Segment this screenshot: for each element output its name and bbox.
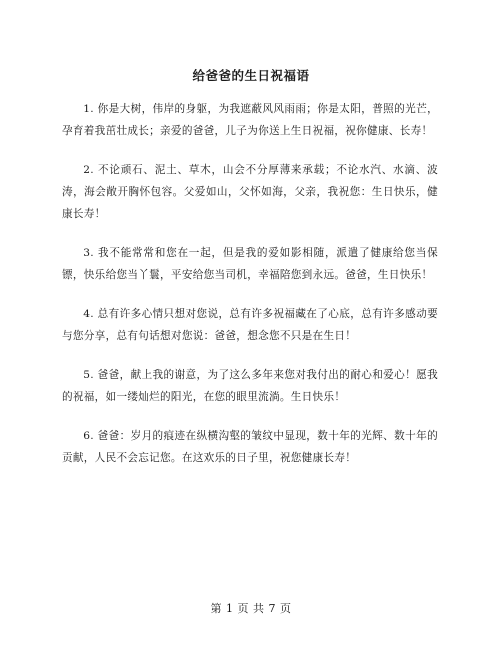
paragraph-1: 1. 你是大树，伟岸的身躯，为我遮蔽风风雨雨；你是太阳，普照的光芒，孕育着我茁壮成长；亲爱的爸爸，儿子为你送上生日祝福，祝你健康、长寿！ bbox=[62, 103, 438, 137]
paragraph-5: 5. 爸爸，献上我的谢意，为了这么多年来您对我付出的耐心和爱心！愿我的祝福，如一缕灿烂的阳光，在您的眼里流淌。生日快乐！ bbox=[62, 369, 438, 403]
paragraph-6: 6. 爸爸：岁月的痕迹在纵横沟壑的皱纹中显现，数十年的光辉、数十年的贡献，人民不会忘记您。在这欢乐的日子里，祝您健康长寿！ bbox=[62, 430, 438, 464]
document-title: 给爸爸的生日祝福语 bbox=[192, 68, 310, 83]
paragraph-3: 3. 我不能常常和您在一起，但是我的爱如影相随，派遣了健康给您当保镖，快乐给您当丫鬟，平安给您当司机，幸福陪您到永远。爸爸，生日快乐！ bbox=[62, 247, 438, 281]
paragraph-2: 2. 不论顽石、泥土、草木，山会不分厚薄来承载；不论水汽、水滴、波涛，海会敞开胸怀包容。父爱如山，父怀如海，父亲，我祝您：生日快乐，健康长寿！ bbox=[62, 164, 438, 220]
document-body bbox=[62, 98, 438, 486]
paragraph-4: 4. 总有许多心情只想对您说，总有许多祝福藏在了心底，总有许多感动要与您分享，总有句话想对您说：爸爸，想念您不只是在生日！ bbox=[62, 308, 438, 342]
page-number-footer: 第 1 页 共 7 页 bbox=[210, 602, 292, 615]
